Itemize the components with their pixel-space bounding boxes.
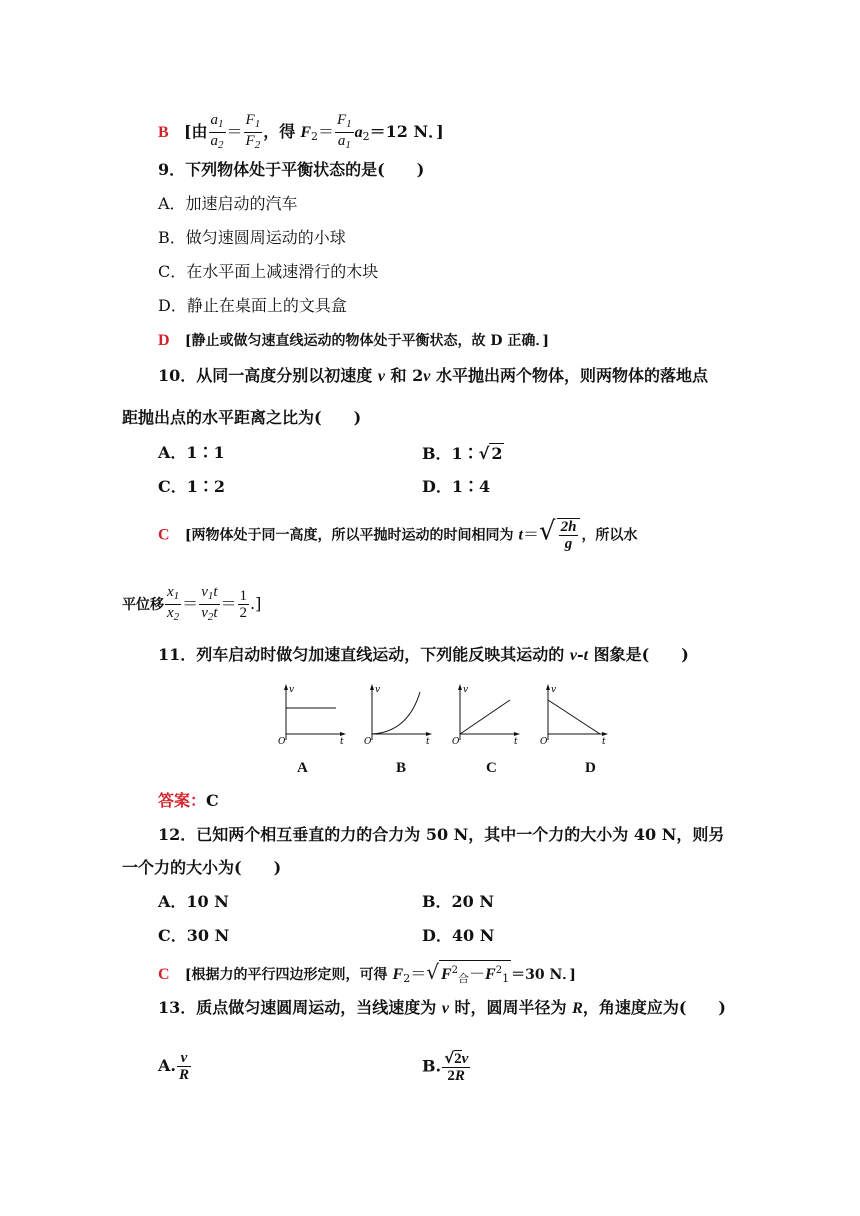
graph-c-v-label: v — [463, 685, 469, 695]
q11-stem: 11．列车启动时做匀加速直线运动，下列能反映其运动的 v-t 图象是( ) — [158, 645, 689, 664]
sqrt-expression: $F^2_合-F^2_1$ — [439, 960, 511, 989]
q12-option-c: C．30 N — [158, 926, 230, 945]
graph-c-origin: O — [452, 737, 460, 744]
q10-explanation-line1: C [两物体处于同一高度，所以平抛时运动的时间相同为 t＝√ $\frac{2h}{g}$ ，所以水 — [158, 516, 638, 552]
graph-b-t-label: t — [426, 737, 430, 744]
q12-stem-line1: 12．已知两个相互垂直的力的合力为 50 N，其中一个力的大小为 40 N，则另 — [158, 825, 725, 844]
q9-option-a: A．加速启动的汽车 — [158, 194, 298, 213]
graph-c — [452, 682, 522, 744]
q12-option-d: D．40 N — [422, 926, 495, 945]
q13-option-a-label: A. — [158, 1056, 176, 1075]
graph-a-origin: O — [278, 737, 286, 744]
fraction-sqrt2v-2r: $\frac{√2v}{2R}$ — [444, 1049, 469, 1084]
sqrt-2h-g: $\frac{2h}{g}$ — [557, 518, 581, 552]
q11-answer-line — [158, 791, 219, 812]
graph-d-t-label: t — [602, 737, 606, 744]
graph-d-v-label: v — [551, 685, 557, 695]
q12-exp-b: ＝30 N．] — [511, 967, 576, 983]
q10-stem-a: 10．从同一高度分别以初速度 — [158, 366, 373, 385]
q9-option-b: B．做匀速圆周运动的小球 — [158, 228, 346, 247]
q10-option-b: B．1∶√ 2 — [422, 444, 503, 463]
fraction-f1-a1: $\frac{F_1}{a_1}$ — [337, 112, 352, 151]
graph-c-t-label: t — [514, 737, 518, 744]
q9-option-d: D．静止在桌面上的文具盒 — [158, 296, 347, 315]
q11-stem-a: 11．列车启动时做匀加速直线运动，下列能反映其运动的 — [158, 645, 565, 664]
q13-option-b-label: B. — [422, 1056, 442, 1076]
fraction-f1-f2: $\frac{F_1}{F_2}$ — [245, 112, 261, 151]
q11-answer-label: 答案： — [158, 793, 207, 810]
graph-d — [540, 682, 610, 744]
graph-b-origin: O — [364, 737, 372, 744]
q8-exp-prefix: [由 — [183, 122, 208, 141]
q10-option-a: A．1∶1 — [158, 443, 225, 462]
q8-exp-mid: ，得 — [263, 122, 296, 141]
graph-d-label: D — [585, 760, 596, 776]
q12-option-a: A．10 N — [158, 892, 229, 911]
graph-d-origin: O — [540, 737, 548, 744]
q13-stem-c: ，角速度应为( ) — [582, 998, 726, 1017]
q10-option-c: C．1∶2 — [158, 477, 226, 496]
graph-a-t-label: t — [340, 737, 344, 744]
q10-exp-b: ，所以水 — [581, 527, 638, 544]
q12-stem-line2: 一个力的大小为( ) — [122, 858, 282, 877]
q12-explanation-line: C [根据力的平行四边形定则，可得 $F_2=√$ $F^2_合-F^2_1 =30$ N．] — [158, 960, 576, 989]
q9-explanation: [静止或做匀速直线运动的物体处于平衡状态，故 D 正确．] — [184, 333, 549, 349]
q8-explanation: B [由 $\frac{a_1}{a_2}$ ＝ $\frac{F_1}{F_2}$ ，得 $F_2=$ $\frac{F_1}{a_1}$ $a_2=12$ N．] — [158, 112, 444, 151]
q11-answer: C — [206, 791, 219, 810]
q13-stem-a: 13．质点做匀速圆周运动，当线速度为 — [158, 998, 437, 1017]
q10-option-d: D．1∶4 — [422, 477, 491, 496]
q9-stem: 9．下列物体处于平衡状态的是( ) — [158, 160, 425, 179]
q10-stem-line2: 距抛出点的水平距离之比为( ) — [122, 408, 362, 427]
graph-b — [364, 682, 434, 744]
graph-a — [278, 682, 348, 744]
q9-explanation-line — [158, 330, 549, 351]
q13-option-a — [158, 1050, 192, 1083]
graph-b-label: B — [396, 760, 407, 776]
graph-b-v-label: v — [375, 685, 381, 695]
q8-answer: B — [158, 124, 169, 141]
q12-answer: C — [158, 966, 170, 983]
q10-stem-c: 水平抛出两个物体，则两物体的落地点 — [435, 366, 708, 385]
q12-exp-a: [根据力的平行四边形定则，可得 — [184, 967, 388, 983]
q9-answer: D — [158, 332, 170, 349]
graph-c-label: C — [486, 760, 497, 776]
q8-exp-tail: ＝12 N．] — [369, 122, 444, 141]
fraction-a1-a2: $\frac{a_1}{a_2}$ — [210, 112, 224, 151]
fraction-x1-x2: $\frac{x_1}{x_2}$ — [167, 584, 180, 623]
q10-answer: C — [158, 526, 170, 544]
graph-a-label: A — [297, 760, 308, 776]
q10-stem-line1: 10．从同一高度分别以初速度 v 和 2v 水平抛出两个物体，则两物体的落地点 — [158, 366, 708, 385]
q10-exp-a: [两物体处于同一高度，所以平抛时运动的时间相同为 — [184, 527, 514, 544]
q13-option-b — [422, 1050, 471, 1084]
fraction-v1t-v2t: $\frac{v_1t}{v_2t}$ — [201, 584, 218, 623]
graph-a-v-label: v — [289, 685, 295, 695]
q10-explanation-line2: 平位移 $\frac{x_1}{x_2}$ ＝ $\frac{v_1t}{v_2t}$ ＝ $\frac{1}{2}$ .] — [122, 584, 262, 623]
fraction-1-2: $\frac{1}{2}$ — [239, 588, 248, 621]
q13-stem-b: 时，圆周半径为 — [454, 998, 567, 1017]
q12-option-b: B．20 N — [422, 892, 494, 911]
q9-option-c: C．在水平面上减速滑行的木块 — [158, 262, 379, 281]
fraction-v-r: $\frac{v}{R}$ — [178, 1050, 189, 1083]
q13-stem: 13．质点做匀速圆周运动，当线速度为 v 时，圆周半径为 R，角速度应为( ) — [158, 998, 726, 1017]
q10-exp-line2: 平位移 — [122, 597, 164, 613]
q10-stem-b: 和 2 — [390, 366, 424, 385]
q11-stem-b: 图象是( ) — [593, 645, 689, 664]
